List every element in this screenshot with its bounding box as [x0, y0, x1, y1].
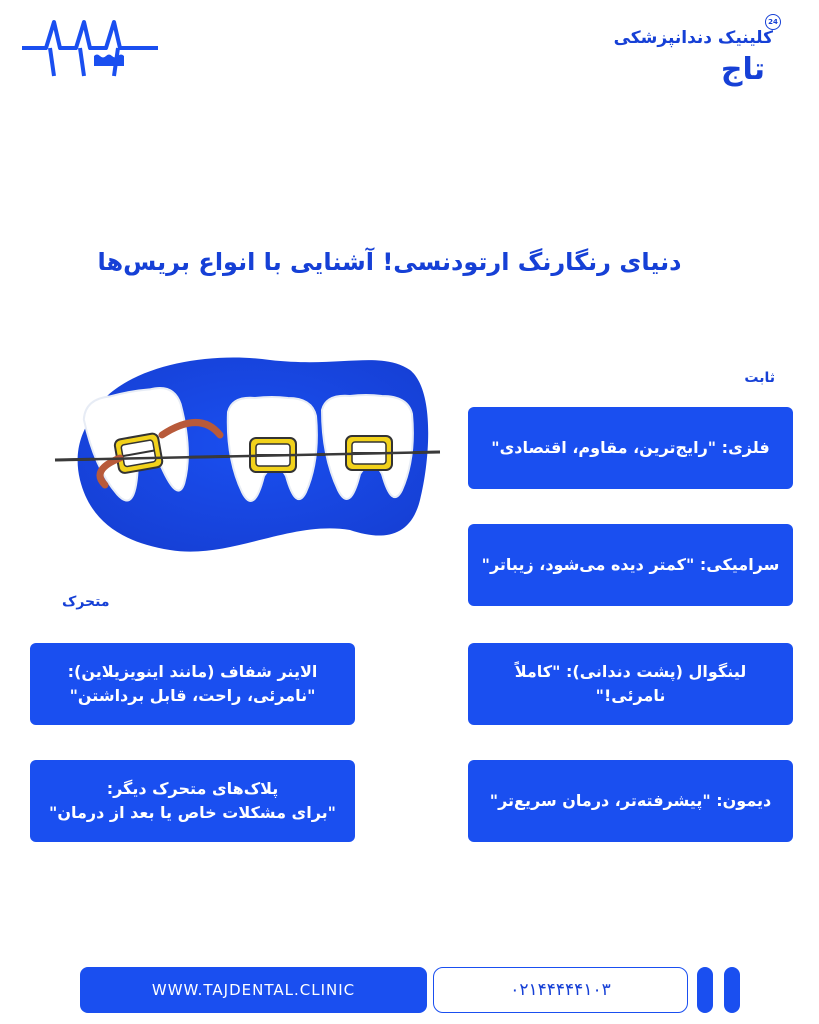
website-link[interactable]: WWW.TAJDENTAL.CLINIC [80, 967, 427, 1013]
card-text: سرامیکی: "کمتر دیده می‌شود، زیباتر" [481, 555, 780, 574]
card-lingual-braces [468, 643, 793, 725]
clinic-brand [593, 12, 793, 92]
card-removable-plates [30, 760, 355, 842]
decorative-pill [724, 967, 740, 1013]
card-line-1: الاینر شفاف (مانند اینویزیلاین): [67, 662, 318, 681]
brand-name: تاج [720, 52, 765, 87]
card-ceramic-braces [468, 524, 793, 606]
card-text: فلزی: "رایج‌ترین، مقاوم، اقتصادی" [491, 438, 770, 457]
card-clear-aligner [30, 643, 355, 725]
decorative-pill [697, 967, 713, 1013]
badge-24: 24 [765, 14, 781, 30]
card-line-2: "نامرئی، راحت، قابل برداشتن" [69, 686, 316, 705]
tooth-braces-illustration [50, 340, 450, 630]
brand-subtitle: کلینیک دندانپزشکی [613, 28, 773, 48]
card-metal-braces [468, 407, 793, 489]
page-title: دنیای رنگارنگ ارتودنسی! آشنایی با انواع بریس‌ها [97, 248, 682, 276]
phone-number[interactable]: ۰۲۱۴۴۴۴۴۱۰۳ [433, 967, 688, 1013]
card-damon-braces [468, 760, 793, 842]
card-line-1: پلاک‌های متحرک دیگر: [106, 779, 279, 798]
wave-logo-icon [20, 18, 160, 82]
card-text: لینگوال (پشت دندانی): "کاملاً نامرئی!" [514, 662, 747, 705]
card-line-2: "برای مشکلات خاص یا بعد از درمان" [49, 803, 336, 822]
mobile-section-label: متحرک [62, 594, 110, 610]
card-text: دیمون: "پیشرفته‌تر، درمان سریع‌تر" [489, 791, 772, 810]
fixed-section-label: ثابت [744, 370, 775, 386]
